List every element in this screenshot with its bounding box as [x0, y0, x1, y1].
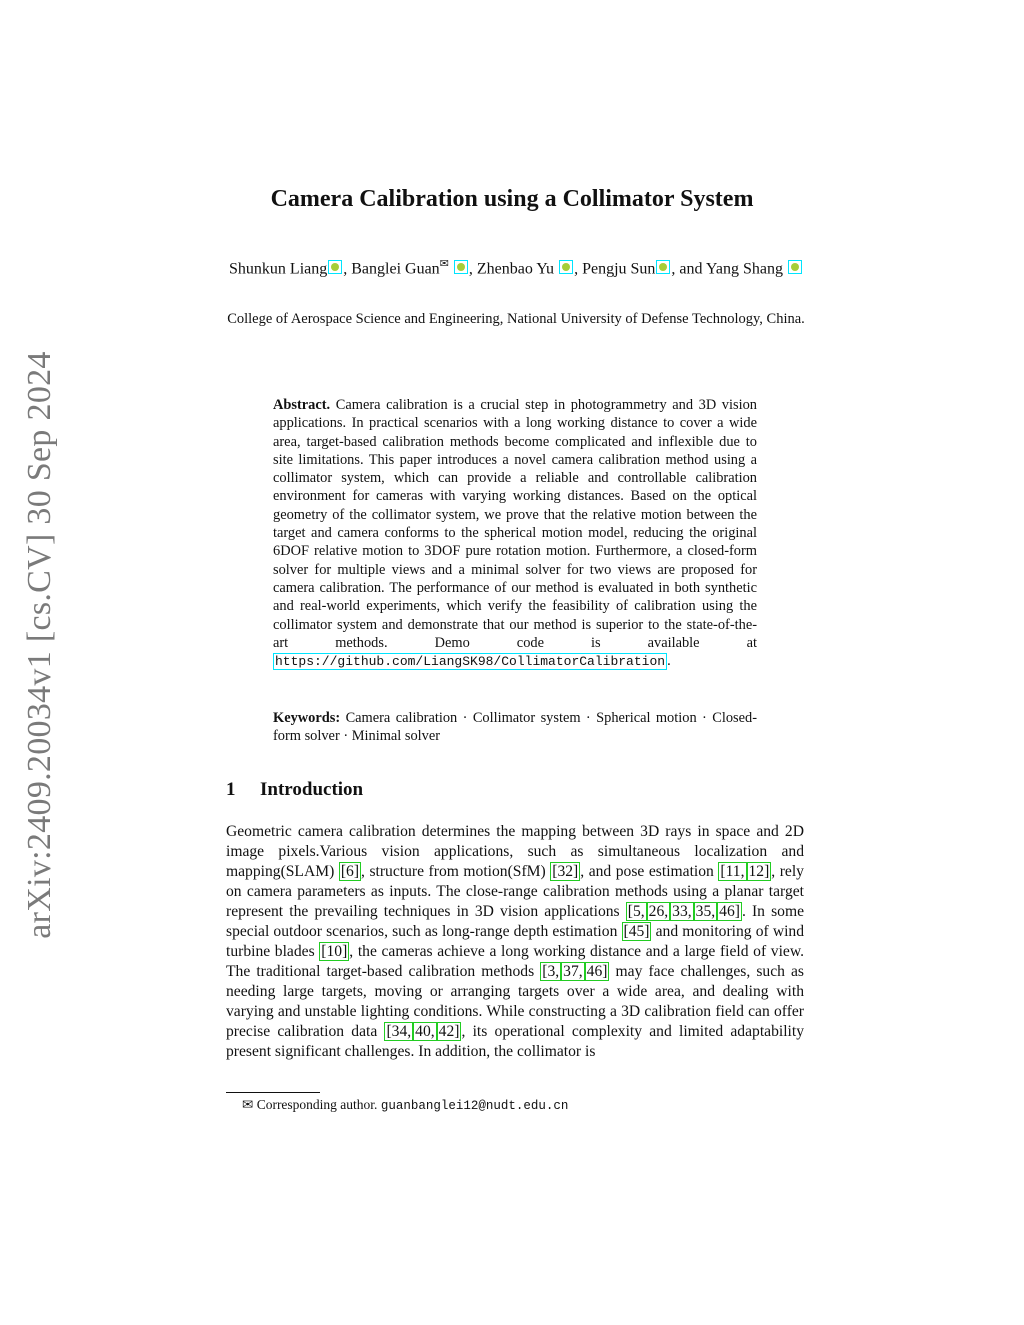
- citation-link[interactable]: 35,: [695, 903, 716, 920]
- arxiv-identifier: [10, 350, 70, 940]
- orcid-icon[interactable]: [788, 260, 802, 274]
- citation-link[interactable]: [3,: [542, 963, 560, 980]
- intro-text: , rely on camera parameters as inputs. The close-range calibration methods using a planar target represent the prevailing techniques in 3D vision applications: [226, 863, 804, 920]
- section-title: Introduction: [260, 779, 364, 800]
- footnote: [242, 1097, 568, 1114]
- citation-link[interactable]: 12]: [748, 863, 770, 880]
- envelope-icon: ✉: [439, 258, 449, 270]
- footnote-rule: [226, 1092, 320, 1093]
- citation-link[interactable]: 33,: [672, 903, 692, 920]
- author-name: Zhenbao Yu: [476, 260, 555, 278]
- keywords-label: Keywords:: [273, 710, 341, 726]
- affiliation: College of Aerospace Science and Engineering, National University of Defense Technology, China.: [227, 311, 805, 327]
- citation-link[interactable]: 42]: [438, 1023, 460, 1040]
- author-list: Shunkun Liang , Banglei Guan✉ , Zhenbao Yu , Pengju Sun , and Yang Shang: [226, 254, 806, 279]
- intro-text: , the cameras achieve a long working distance and a large field of view. The traditional target-based calibration methods: [226, 943, 805, 980]
- intro-paragraph: [226, 822, 804, 1062]
- citation-link[interactable]: [5,: [627, 903, 645, 920]
- author-name: Pengju Sun: [582, 260, 656, 278]
- paper-title: Camera Calibration using a Collimator System: [270, 186, 754, 212]
- envelope-icon: ✉: [242, 1097, 254, 1112]
- citation-link[interactable]: 40,: [415, 1023, 435, 1040]
- author-name: Shunkun Liang: [229, 260, 328, 278]
- section-heading: [226, 779, 363, 801]
- intro-text: , its operational complexity and limited adaptability present significant challenges. In addition, the collimator is: [226, 1023, 804, 1060]
- intro-text: , and pose estimation: [580, 863, 719, 880]
- citation-link[interactable]: [6]: [340, 863, 360, 880]
- author-name: Banglei Guan: [351, 260, 440, 278]
- abstract-end: .: [667, 653, 671, 670]
- citation-link[interactable]: [32]: [552, 863, 579, 880]
- author-name: and Yang Shang: [679, 260, 783, 278]
- footnote-text: Corresponding author.: [256, 1097, 378, 1112]
- orcid-icon[interactable]: [559, 260, 573, 274]
- citation-link[interactable]: 46]: [719, 903, 740, 920]
- intro-text: , structure from motion(SfM): [361, 863, 551, 880]
- abstract-text: Camera calibration is a crucial step in photogrammetry and 3D vision applications. In practical scenarios with a long working distance to cover a wide area, target-based calibration methods become complicated and inflexible due to site limitations. This paper introduces a novel camera calibration method using a collimator system, which can provide a reliable and controllable calibration environment for cameras with varying working distances. Based on the optical geometry of the collimator system, we prove that the relative motion between the target and camera conforms to the spherical motion model, reducing the original 6DOF relative motion to 3DOF pure rotation motion. Furthermore, a closed-form solver for multiple views and a minimal solver for two views are proposed for camera calibration. The performance of our method is evaluated in both synthetic and real-world experiments, which verify the feasibility of calibration using the collimator system and demonstrate that our method is superior to the state-of-the-art methods. Demo code is available at: [273, 397, 757, 651]
- citation-link[interactable]: 26,: [648, 903, 669, 920]
- citation-link[interactable]: 46]: [586, 963, 608, 980]
- citation-link[interactable]: [34,: [386, 1023, 412, 1040]
- corresponding-email[interactable]: guanbanglei12@nudt.edu.cn: [380, 1099, 569, 1113]
- abstract-label: Abstract.: [273, 397, 331, 413]
- section-number: 1: [226, 779, 236, 800]
- intro-text: . In some special outdoor scenarios, such as long-range depth estimation: [226, 903, 804, 940]
- citation-link[interactable]: [10]: [321, 943, 348, 960]
- citation-link[interactable]: [11,: [720, 863, 745, 880]
- orcid-icon[interactable]: [454, 260, 468, 274]
- abstract: [273, 396, 757, 671]
- intro-text: and monitoring of wind turbine blades: [226, 923, 805, 960]
- citation-link[interactable]: [45]: [623, 923, 650, 940]
- intro-text: Geometric camera calibration determines the mapping between 3D rays in space and 2D image pixels.Various vision applications, such as simultaneous localization and mapping(SLAM): [226, 823, 804, 880]
- citation-link[interactable]: 37,: [563, 963, 583, 980]
- arxiv-identifier-text: arXiv:2409.20034v1 [cs.CV] 30 Sep 2024: [21, 351, 58, 939]
- orcid-icon[interactable]: [656, 260, 670, 274]
- code-link[interactable]: https://github.com/LiangSK98/CollimatorCalibration: [275, 654, 666, 670]
- keywords: [273, 709, 757, 746]
- orcid-icon[interactable]: [328, 260, 342, 274]
- keywords-text: Camera calibration · Collimator system · Spherical motion · Closed-form solver · Minimal solver: [273, 710, 757, 745]
- intro-text: may face challenges, such as needing large targets, moving or arranging targets over a wide area, and dealing with varying and unstable lighting conditions. While constructing a 3D calibration field can offer precise calibration data: [226, 963, 804, 1040]
